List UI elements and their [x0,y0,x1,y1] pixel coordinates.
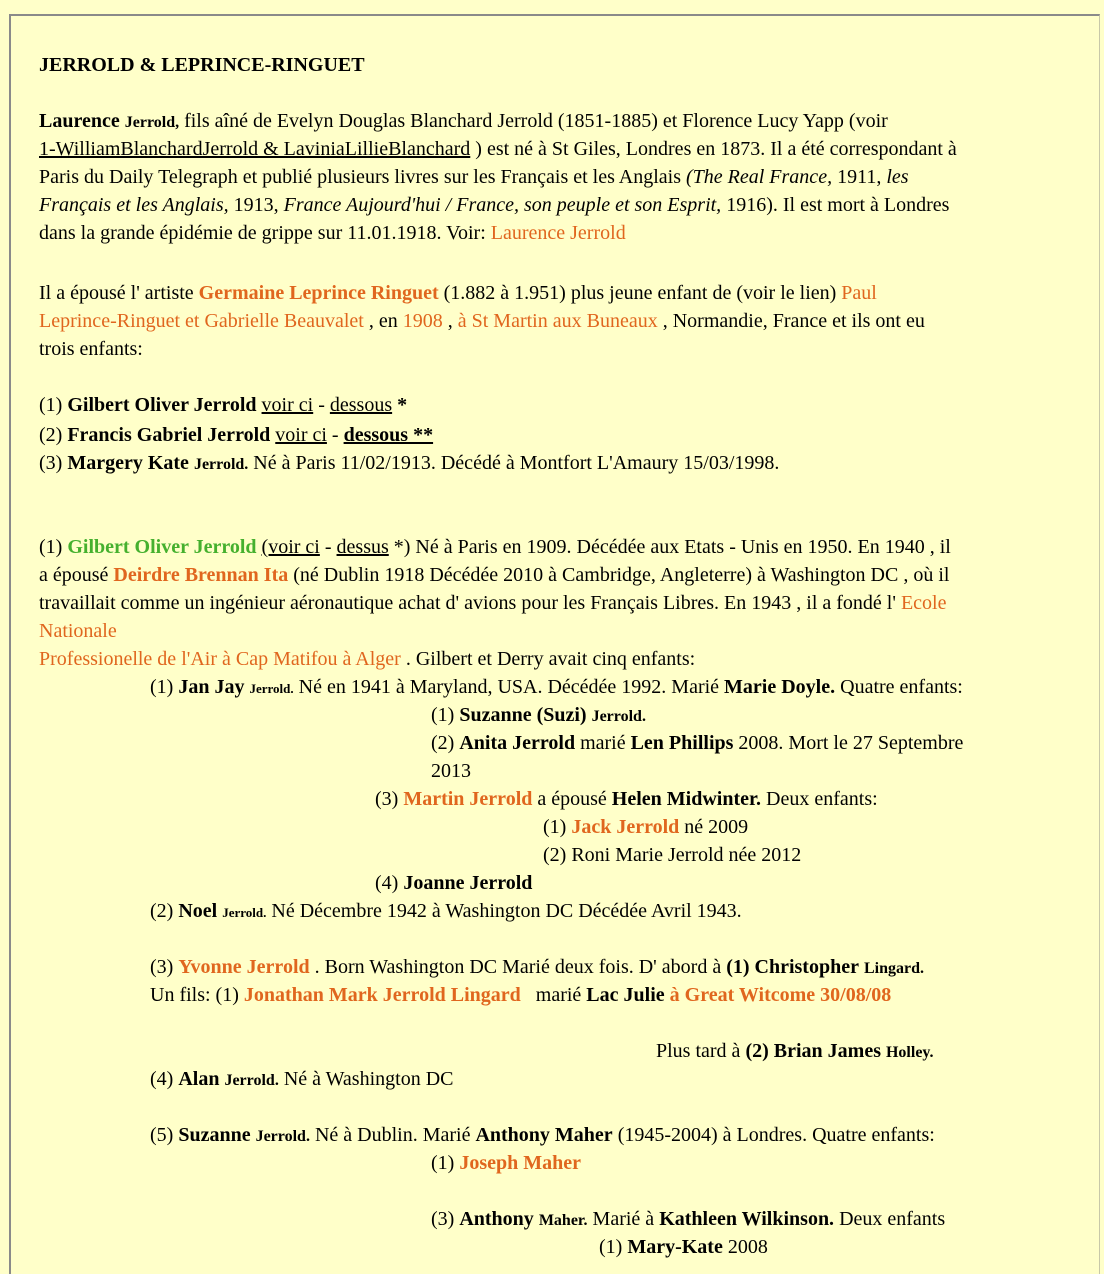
child-name: Noel [178,900,218,922]
child-number: (1) [39,536,68,558]
william-blanchard-link[interactable]: 1-WilliamBlanchardJerrold & LaviniaLillieBlanchard [39,138,471,160]
dessous-link[interactable]: dessous ** [343,424,434,446]
book-title: les [886,166,909,188]
child-name: Mary-Kate [627,1236,723,1258]
dessous-link[interactable]: dessous [329,394,393,416]
marriage-text: (1.882 à 1.951) plus jeune enfant de (voir le lien) [438,282,842,304]
gilbert-line-1 [39,533,951,561]
child-details: Né à Washington DC [278,1068,454,1090]
intro-line-4 [39,191,949,219]
child-number: (2) [150,900,179,922]
child-name: Anita Jerrold [459,732,576,754]
joseph-line [431,1149,581,1177]
anita-line-2: 2013 [431,760,471,782]
germaine-link[interactable]: Germaine Leprince Ringuet [198,282,439,304]
laurence-jerrold-link[interactable]: Laurence Jerrold [490,222,626,244]
gilbert-line-3 [39,589,946,617]
child-number: (1) [599,1236,628,1258]
joanne-line [375,869,532,897]
gilbert-text: a épousé [39,564,114,586]
child-surname: Jerrold. [249,681,294,696]
gilbert-text: *) Né à Paris en 1909. Décédée aux Etats - Unis en 1950. En 1940 , il [388,536,951,558]
child-2-line [39,421,433,449]
child-number: (2) [39,424,68,446]
child-details: né 2009 [679,816,749,838]
child-number: (3) [431,1208,460,1230]
dash: - [326,424,344,446]
dessus-link[interactable]: dessus [336,536,389,558]
book-title: Français et les Anglais, [39,194,229,216]
jonathan-link[interactable]: Jonathan Mark Jerrold Lingard [243,984,521,1006]
gilbert-link[interactable]: Gilbert Oliver Jerrold [67,536,257,558]
martin-line [375,785,878,813]
book-title: France Aujourd'hui / France, son peuple et son Esprit, [283,194,722,216]
gilbert-text: travaillait comme un ingénieur aéronautique achat d' avions pour les Français Libres. En 1943 , il a fondé l' [39,592,901,614]
child-name: Jan Jay [178,676,245,698]
child-details: marié [575,732,631,754]
jan-jay-line [150,673,963,703]
child-details: a épousé [532,788,612,810]
book-title: (The Real France, [686,166,833,188]
child-name: Anthony [459,1208,534,1230]
child-details: Marié à [587,1208,660,1230]
intro-text: 1916). Il est mort à Londres [721,194,950,216]
child-surname: Jerrold. [193,456,249,473]
child-number: (3) [150,956,179,978]
voir-ci-link[interactable]: voir ci [275,424,327,446]
gilbert-line-2 [39,561,949,589]
child-surname: Jerrold. [224,1072,279,1089]
anita-line [431,729,963,757]
intro-text: 1913, [228,194,284,216]
yvonne-jerrold-link[interactable]: Yvonne Jerrold [178,956,310,978]
child-details: Quatre enfants: [835,676,963,698]
alan-line [150,1065,453,1095]
jack-jerrold-link[interactable]: Jack Jerrold [571,816,680,838]
noel-line [150,897,742,927]
child-details: Né à Paris 11/02/1913. Décédé à Montfort L'Amaury 15/03/1998. [248,452,780,474]
child-details: (1945-2004) à Londres. Quatre enfants: [612,1124,935,1146]
child-number: (1) [543,816,572,838]
intro-text: Paris du Daily Telegraph et publié plusieurs livres sur les Français et les Anglais [39,166,686,188]
child-details: Plus tard à [656,1040,746,1062]
spouse-name: Kathleen Wilkinson. [659,1208,835,1230]
child-details: 2008. Mort le 27 Septembre [733,732,964,754]
child-name: Joanne Jerrold [403,872,533,894]
gilbert-line-5 [39,645,695,673]
marriage-text: , [442,310,458,332]
spouse-name: Len Phillips [630,732,734,754]
ecole-nationale-link[interactable]: Nationale [39,620,117,642]
spouse-name: (2) Brian James [745,1040,881,1062]
child-details: . Born Washington DC Marié deux fois. D' abord à [309,956,727,978]
child-surname: Jerrold. [255,1128,310,1145]
marriage-text: , en [363,310,403,332]
child-number: (1) [431,704,460,726]
mary-kate-line [599,1233,768,1261]
child-name: Gilbert Oliver Jerrold [67,394,257,416]
voir-ci-link[interactable]: (voir ci [261,536,320,558]
child-number: (3) [39,452,68,474]
laurence-surname: Jerrold, [124,114,180,131]
spouse-name: (1) Christopher [726,956,859,978]
child-details: Né en 1941 à Maryland, USA. Décédée 1992. Marié [293,676,725,698]
year-1908-link[interactable]: 1908 [402,310,443,332]
paul-link[interactable]: Paul [841,282,877,304]
intro-line-1 [39,107,888,137]
spouse-surname: Lingard. [863,960,924,977]
spouse-name: Marie Doyle. [724,676,836,698]
child-surname: Jerrold. [222,905,267,920]
child-name: Alan [178,1068,220,1090]
yvonne-second-line [656,1037,934,1067]
spouse-name: Lac Julie [586,984,665,1006]
spouse-name: Anthony Maher [475,1124,613,1146]
deirdre-link[interactable]: Deirdre Brennan Ita [113,564,289,586]
dash: - [319,536,337,558]
intro-line-2 [39,135,957,163]
gilbert-text: . Gilbert et Derry avait cinq enfants: [400,648,696,670]
joseph-maher-link[interactable]: Joseph Maher [459,1152,581,1174]
intro-text: fils aîné de Evelyn Douglas Blanchard Jerrold (1851-1885) et Florence Lucy Yapp (voir [179,110,888,132]
child-number: (2) [431,732,460,754]
st-martin-link[interactable]: à St Martin aux Buneaux [457,310,658,332]
yvonne-son-line [150,981,891,1009]
child-number: (4) [375,872,404,894]
child-number: (4) [150,1068,179,1090]
spouse-name: Helen Midwinter. [611,788,762,810]
marriage-line-1 [39,279,877,307]
suzanne-line [150,1121,935,1151]
intro-text: dans la grande épidémie de grippe sur 11.01.1918. Voir: [39,222,491,244]
child-surname: Maher. [538,1212,588,1229]
paul-gabrielle-link[interactable]: Leprince-Ringuet et Gabrielle Beauvalet [39,310,364,332]
child-details: Deux enfants: [761,788,878,810]
child-number: (1) [431,1152,460,1174]
spouse-surname: Holley. [885,1044,934,1061]
yvonne-line [150,953,924,983]
child-name: Suzanne [178,1124,251,1146]
page-title: JERROLD & LEPRINCE-RINGUET [39,54,365,76]
gilbert-text: (né Dublin 1918 Décédée 2010 à Cambridge, Angleterre) à Washington DC , où il [288,564,950,586]
child-details: Deux enfants [834,1208,946,1230]
laurence-first-name: Laurence [39,110,120,132]
marriage-line-3: trois enfants: [39,338,143,360]
child-details: Né Décembre 1942 à Washington DC Décédée Avril 1943. [266,900,742,922]
asterisk: * [392,394,408,416]
child-name: Margery Kate [67,452,189,474]
child-details: Né à Dublin. Marié [309,1124,476,1146]
child-3-line [39,449,779,479]
great-witcome-link[interactable]: à Great Witcome 30/08/08 [669,984,892,1006]
anthony-line [431,1205,945,1235]
child-name: Francis Gabriel Jerrold [67,424,271,446]
child-number: (1) [150,676,179,698]
child-number: (1) [39,394,68,416]
jack-line [543,813,748,841]
child-number: (5) [150,1124,179,1146]
child-details: 2008 [722,1236,768,1258]
martin-jerrold-link[interactable]: Martin Jerrold [403,788,533,810]
child-name: Suzanne (Suzi) [459,704,587,726]
child-details: marié [520,984,587,1006]
suzi-line [431,701,646,731]
marriage-text: , Normandie, France et ils ont eu [657,310,925,332]
marriage-line-2 [39,307,925,335]
roni-line: (2) Roni Marie Jerrold née 2012 [543,844,802,866]
ecole-link[interactable]: Ecole [900,592,947,614]
child-details: Un fils: (1) [150,984,244,1006]
voir-ci-link[interactable]: voir ci [261,394,314,416]
child-number: (3) [375,788,404,810]
intro-text: ) est né à St Giles, Londres en 1873. Il a été correspondant à [470,138,957,160]
intro-text: 1911, [832,166,887,188]
intro-line-3 [39,163,909,191]
child-1-line [39,391,407,419]
marriage-text: Il a épousé l' artiste [39,282,199,304]
intro-line-5 [39,219,626,247]
ecole-professionelle-link[interactable]: Professionelle de l'Air à Cap Matifou à Alger [39,648,401,670]
child-surname: Jerrold. [591,708,646,725]
dash: - [313,394,330,416]
